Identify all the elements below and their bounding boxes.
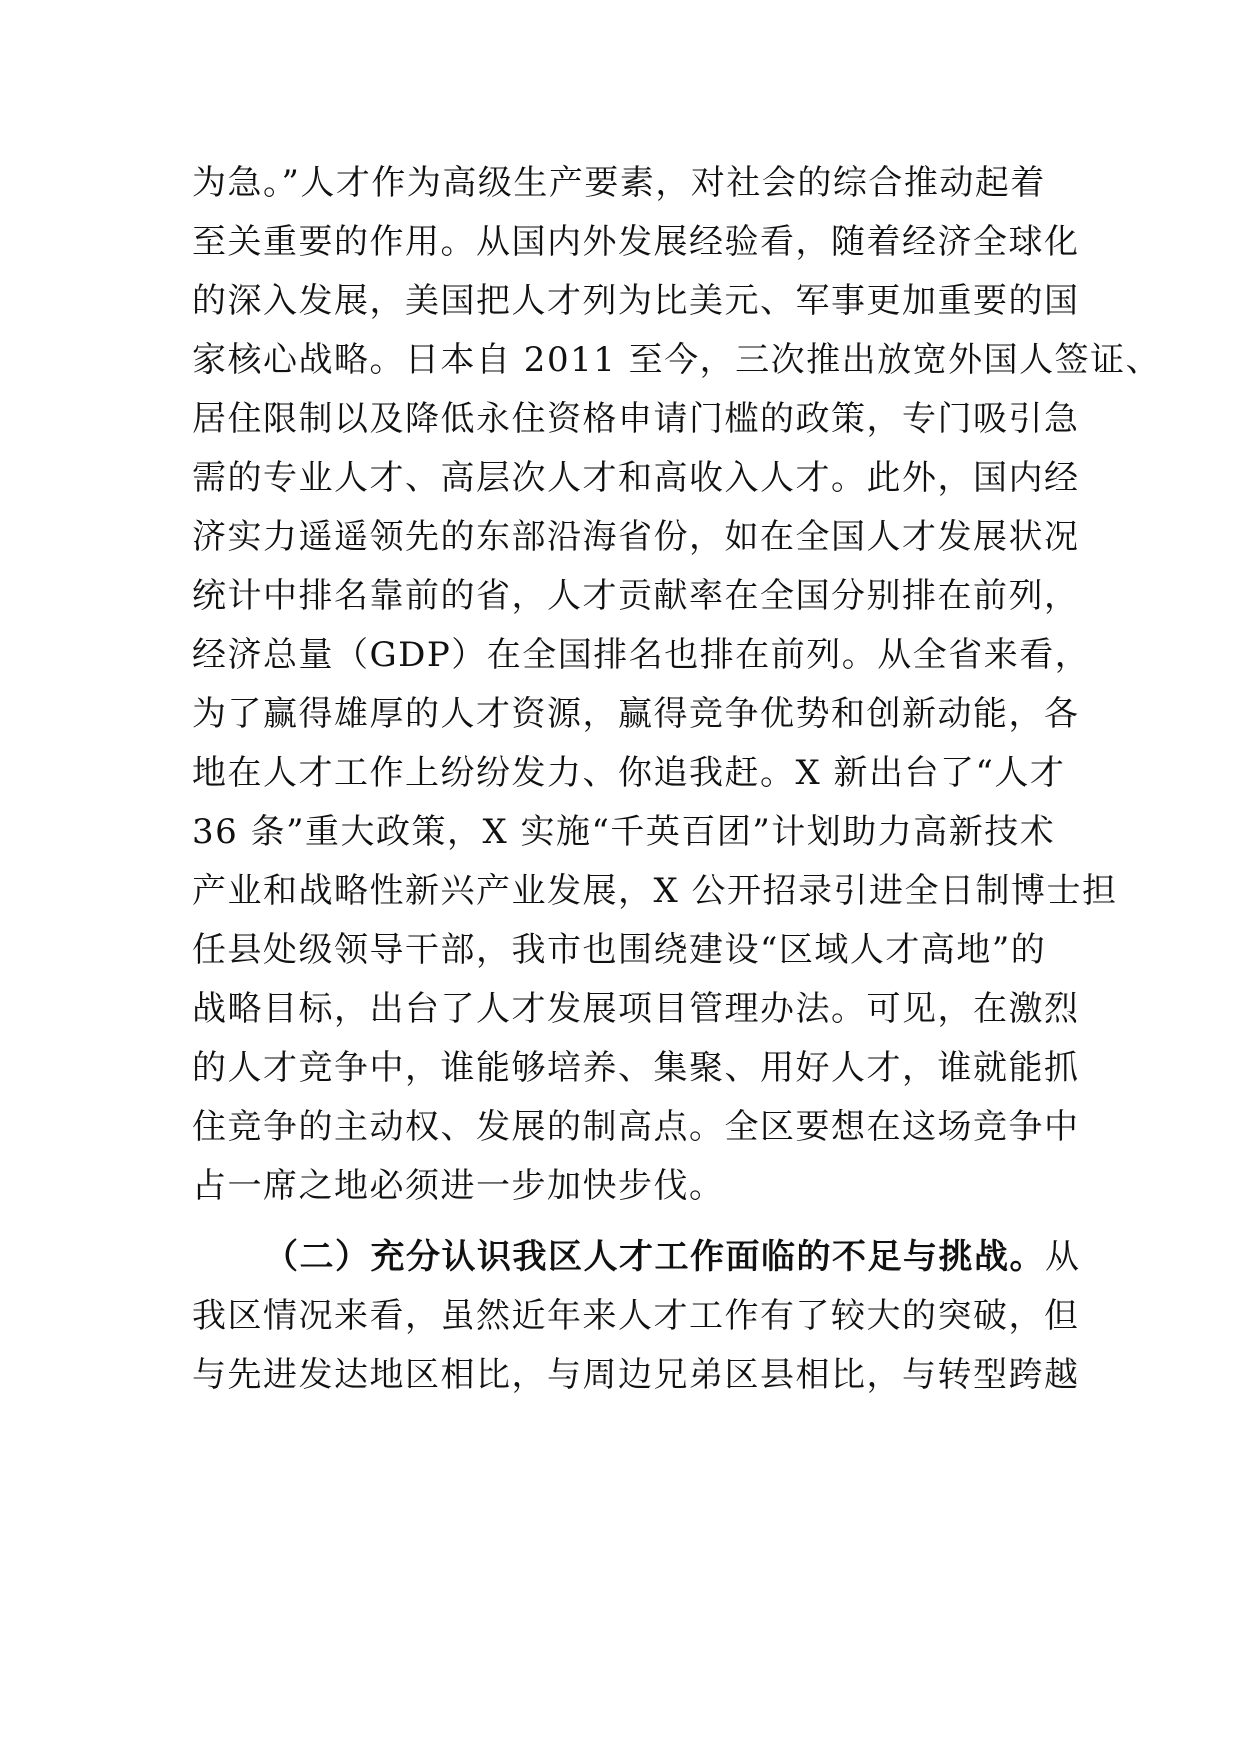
section-heading: （二）充分认识我区人才工作面临的不足与挑战。 bbox=[264, 1237, 1045, 1277]
paragraph-1-line-10: 为了赢得雄厚的人才资源，赢得竞争优势和创新动能，各 bbox=[192, 694, 1080, 734]
paragraph-1-line-2: 至关重要的作用。从国内外发展经验看，随着经济全球化 bbox=[192, 222, 1080, 262]
paragraph-1-line-7: 济实力遥遥领先的东部沿海省份，如在全国人才发展状况 bbox=[192, 517, 1080, 557]
paragraph-1-line-9: 经济总量（GDP）在全国排名也排在前列。从全省来看， bbox=[192, 635, 1091, 675]
paragraph-1-line-17: 住竞争的主动权、发展的制高点。全区要想在这场竞争中 bbox=[192, 1107, 1080, 1147]
paragraph-1-line-12: 36 条”重大政策，X 实施“千英百团”计划助力高新技术 bbox=[192, 812, 1056, 852]
paragraph-1-line-14: 任县处级领导干部，我市也围绕建设“区域人才高地”的 bbox=[192, 930, 1047, 970]
paragraph-1-line-11: 地在人才工作上纷纷发力、你追我赶。X 新出台了“人才 bbox=[192, 753, 1066, 793]
paragraph-2-line-2: 我区情况来看，虽然近年来人才工作有了较大的突破，但 bbox=[192, 1296, 1080, 1336]
paragraph-1-line-13: 产业和战略性新兴产业发展，X 公开招录引进全日制博士担 bbox=[192, 871, 1118, 911]
paragraph-2-line-3: 与先进发达地区相比，与周边兄弟区县相比，与转型跨越 bbox=[192, 1355, 1080, 1395]
paragraph-1-line-15: 战略目标，出台了人才发展项目管理办法。可见，在激烈 bbox=[192, 989, 1080, 1029]
paragraph-1-line-5: 居住限制以及降低永住资格申请门槛的政策，专门吸引急 bbox=[192, 399, 1080, 439]
paragraph-1-line-6: 需的专业人才、高层次人才和高收入人才。此外，国内经 bbox=[192, 458, 1080, 498]
section-heading-continuation: 从 bbox=[1045, 1237, 1081, 1277]
paragraph-1-line-18: 占一席之地必须进一步加快步伐。 bbox=[192, 1166, 725, 1206]
paragraph-1-line-16: 的人才竞争中，谁能够培养、集聚、用好人才，谁就能抓 bbox=[192, 1048, 1080, 1088]
paragraph-1-line-1: 为急。”人才作为高级生产要素，对社会的综合推动起着 bbox=[192, 163, 1046, 203]
paragraph-1-line-8: 统计中排名靠前的省，人才贡献率在全国分别排在前列， bbox=[192, 576, 1080, 616]
section-heading-line bbox=[264, 1237, 1081, 1277]
paragraph-1-line-4: 家核心战略。日本自 2011 至今，三次推出放宽外国人签证、 bbox=[192, 340, 1162, 380]
paragraph-1-line-3: 的深入发展，美国把人才列为比美元、军事更加重要的国 bbox=[192, 281, 1080, 321]
